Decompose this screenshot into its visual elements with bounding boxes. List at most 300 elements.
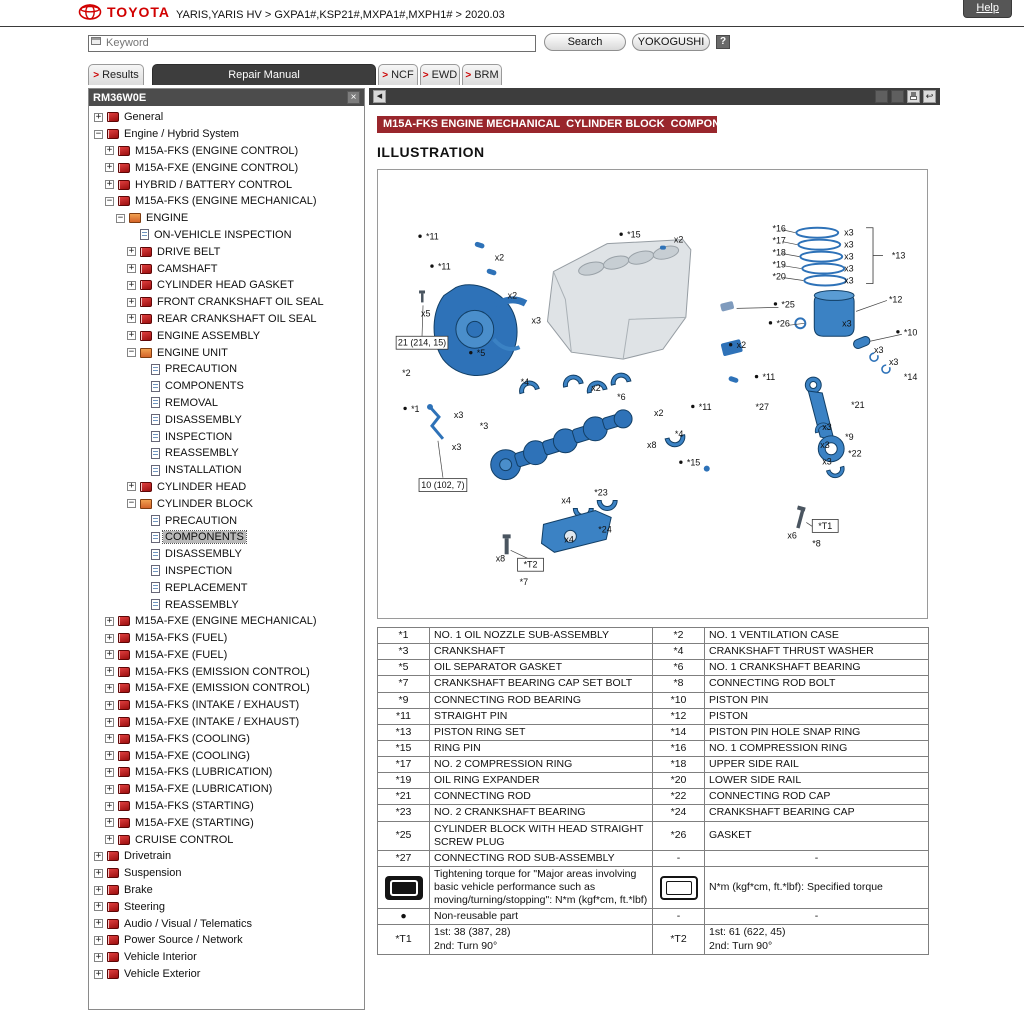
expand-icon[interactable]: + (128, 263, 135, 274)
diagram-callout: x3 (844, 239, 854, 250)
book-icon (118, 784, 130, 794)
tree-item[interactable] (89, 176, 364, 193)
part-name: - (705, 850, 929, 866)
diagram-callout: *18 (772, 247, 786, 258)
question-icon[interactable]: ? (716, 35, 730, 49)
tree-item[interactable] (89, 865, 364, 882)
section-heading: ILLUSTRATION (377, 144, 485, 160)
book-icon (107, 851, 119, 861)
tree-item[interactable] (89, 747, 364, 764)
doc-icon (151, 582, 160, 593)
part-number: *8 (653, 676, 705, 692)
bearing-cap (503, 510, 612, 554)
tree-item[interactable] (89, 277, 364, 294)
book-icon (107, 112, 119, 122)
doc-icon (151, 397, 160, 408)
tree-item-label[interactable]: DRIVE BELT (157, 245, 221, 258)
diagram-callout: x3 (822, 421, 832, 432)
tree-item[interactable] (89, 260, 364, 277)
book-icon (140, 280, 152, 290)
book-icon (140, 331, 152, 341)
torque-values-row (378, 925, 929, 954)
diagram-callout: *11 (698, 401, 712, 412)
diagram-callout: *11 (437, 261, 451, 272)
tree-item-label[interactable]: Brake (124, 884, 153, 897)
diagram-callout: *3 (479, 420, 489, 431)
tree-item-label[interactable]: CAMSHAFT (157, 262, 218, 275)
tree-item[interactable] (89, 512, 364, 529)
parts-table-row (378, 628, 929, 644)
book-icon (118, 818, 130, 828)
diagram-callout: x3 (453, 409, 464, 420)
tree-item-label[interactable]: CYLINDER HEAD (157, 480, 247, 493)
tree-item[interactable] (89, 479, 364, 496)
ring-pin (704, 466, 710, 472)
diagram-callout: *5 (476, 348, 486, 359)
doc-icon (151, 381, 160, 392)
tree-item[interactable] (89, 680, 364, 697)
nonreusable-bullet: ● (378, 909, 430, 925)
nonreusable-dot (729, 343, 732, 346)
part-name: NO. 1 VENTILATION CASE (705, 628, 929, 644)
torque-white-icon (660, 876, 698, 900)
diagram-callout: *27 (755, 401, 769, 412)
book-icon (118, 146, 130, 156)
tab-ncf[interactable] (378, 64, 418, 85)
expand-icon[interactable]: + (128, 313, 135, 324)
diagram-callout: *7 (519, 577, 529, 588)
straight-pin (728, 376, 739, 384)
tree-item[interactable] (89, 411, 364, 428)
tree-item-label[interactable]: Audio / Visual / Telematics (124, 917, 252, 930)
tree-item-label[interactable]: PRECAUTION (165, 363, 238, 376)
print-icon[interactable] (907, 90, 920, 103)
tree-item[interactable] (89, 932, 364, 949)
search-button[interactable]: Search (544, 33, 626, 51)
tree-item-label[interactable]: Engine / Hybrid System (124, 128, 239, 141)
tree-item-label[interactable]: REAR CRANKSHAFT OIL SEAL (157, 312, 317, 325)
diagram-callout: *11 (762, 372, 776, 383)
tree-item-label[interactable]: M15A-FKS (ENGINE MECHANICAL) (135, 195, 317, 208)
part-name: CONNECTING ROD (430, 789, 653, 805)
part-name: CRANKSHAFT THRUST WASHER (705, 644, 929, 660)
book-icon (118, 196, 130, 206)
part-name: STRAIGHT PIN (430, 708, 653, 724)
book-icon (118, 700, 130, 710)
tree-item-label[interactable]: HYBRID / BATTERY CONTROL (135, 178, 293, 191)
engine-exploded-diagram (378, 170, 927, 618)
sidebar-header (89, 89, 364, 106)
book-icon (140, 297, 152, 307)
doc-icon (151, 532, 160, 543)
tree-item-label[interactable]: M15A-FKS (EMISSION CONTROL) (135, 665, 310, 678)
tree-item[interactable] (89, 781, 364, 798)
tree-item[interactable] (89, 697, 364, 714)
diagram-callout: *19 (772, 259, 786, 270)
dash-cell: - (705, 909, 929, 925)
book-icon (118, 683, 130, 693)
diagram-callout: x4 (564, 534, 574, 545)
tree-item[interactable] (89, 848, 364, 865)
tree-item[interactable] (89, 109, 364, 126)
diagram-callout: *23 (594, 487, 608, 498)
part-name: CONNECTING ROD BOLT (705, 676, 929, 692)
tree-item[interactable] (89, 898, 364, 915)
tree-item[interactable] (89, 462, 364, 479)
keyword-input[interactable] (88, 35, 536, 52)
book-icon (107, 885, 119, 895)
expand-icon[interactable]: + (106, 162, 113, 173)
tree-item-label[interactable]: ENGINE (146, 212, 189, 225)
book-icon (107, 868, 119, 878)
doc-icon (140, 229, 149, 240)
diagram-callout: *21 (851, 399, 865, 410)
tree-item-label[interactable]: M15A-FXE (STARTING) (135, 816, 254, 829)
tree-item-label[interactable]: M15A-FXE (INTAKE / EXHAUST) (135, 716, 300, 729)
tree-item[interactable] (89, 327, 364, 344)
tree-item[interactable] (89, 814, 364, 831)
book-icon (107, 952, 119, 962)
tree-item-label[interactable]: M15A-FKS (ENGINE CONTROL) (135, 144, 299, 157)
document-area (369, 105, 940, 955)
expand-icon[interactable]: + (106, 615, 113, 626)
tree-item[interactable] (89, 159, 364, 176)
parts-table-row (378, 757, 929, 773)
next-page-icon[interactable] (891, 90, 904, 103)
book-icon (107, 969, 119, 979)
expand-icon[interactable]: + (128, 481, 135, 492)
tree-item[interactable] (89, 764, 364, 781)
tree-item[interactable] (89, 495, 364, 512)
tree-item-label[interactable]: Steering (124, 900, 165, 913)
part-number: *15 (378, 740, 430, 756)
diagram-callout: x3 (844, 263, 854, 274)
part-number: *24 (653, 805, 705, 821)
tab-label: Repair Manual (228, 69, 300, 81)
folder-icon (140, 499, 152, 509)
doc-icon (151, 431, 160, 442)
expand-icon[interactable]: + (95, 918, 102, 929)
book-icon (118, 717, 130, 727)
tree-item[interactable] (89, 949, 364, 966)
book-icon (118, 835, 130, 845)
tree-item-label[interactable]: INSTALLATION (165, 464, 242, 477)
doc-icon (151, 448, 160, 459)
doc-icon (151, 549, 160, 560)
expand-icon[interactable]: + (95, 968, 102, 979)
diagram-callout: x2 (653, 407, 664, 418)
tree-item[interactable] (89, 311, 364, 328)
tab-results[interactable] (88, 64, 144, 85)
tree-item[interactable] (89, 126, 364, 143)
piston-pin (852, 335, 871, 350)
expand-icon[interactable]: + (106, 666, 113, 677)
expand-icon[interactable]: + (95, 901, 102, 912)
tree-item-label[interactable]: M15A-FXE (ENGINE MECHANICAL) (135, 615, 317, 628)
tree-item-label[interactable]: Drivetrain (124, 850, 172, 863)
part-number: *11 (378, 708, 430, 724)
manual-sidebar (88, 88, 365, 1010)
torque-spec-text: 10 (102, 7) (421, 480, 465, 491)
expand-icon[interactable]: + (106, 145, 113, 156)
tree-item-label[interactable]: CYLINDER BLOCK (157, 497, 253, 510)
prev-page-icon[interactable] (875, 90, 888, 103)
tree-item-label[interactable]: REMOVAL (165, 396, 218, 409)
tab-brm[interactable] (462, 64, 502, 85)
tree-item-label[interactable]: ENGINE UNIT (157, 346, 228, 359)
screw-plug (720, 301, 734, 312)
part-name: CRANKSHAFT BEARING CAP SET BOLT (430, 676, 653, 692)
expand-icon[interactable]: + (106, 817, 113, 828)
parts-table-row (378, 740, 929, 756)
part-name: LOWER SIDE RAIL (705, 773, 929, 789)
tree-item[interactable] (89, 613, 364, 630)
tree-item[interactable] (89, 378, 364, 395)
tree-item[interactable] (89, 915, 364, 932)
parts-table-row (378, 789, 929, 805)
tree-item-label[interactable]: M15A-FKS (COOLING) (135, 732, 250, 745)
diagram-callout: x8 (495, 553, 506, 564)
parts-table-row (378, 850, 929, 866)
tree-item-label[interactable]: ENGINE ASSEMBLY (157, 329, 261, 342)
tree-item-label[interactable]: M15A-FKS (LUBRICATION) (135, 766, 273, 779)
book-icon (118, 734, 130, 744)
nonreusable-dot (469, 351, 472, 354)
tree-item-label[interactable]: ON-VEHICLE INSPECTION (154, 228, 292, 241)
diagram-callout: *24 (598, 524, 612, 535)
content-pane (369, 88, 940, 988)
tree-item[interactable] (89, 563, 364, 580)
tree-item-label[interactable]: FRONT CRANKSHAFT OIL SEAL (157, 296, 324, 309)
straight-pin (474, 241, 485, 249)
back-button[interactable]: ◀ (373, 90, 386, 103)
diagram-callout: x3 (842, 318, 852, 329)
expand-icon[interactable]: + (106, 750, 113, 761)
tree-item-label[interactable]: CRUISE CONTROL (135, 833, 234, 846)
collapse-icon[interactable]: − (117, 212, 124, 223)
tree-item[interactable] (89, 798, 364, 815)
book-icon (107, 902, 119, 912)
tree-item[interactable] (89, 143, 364, 160)
expand-icon[interactable]: + (106, 834, 113, 845)
collapse-icon[interactable]: − (106, 195, 113, 206)
expand-icon[interactable]: + (106, 800, 113, 811)
diagram-callout: x3 (844, 275, 854, 286)
tree-item-label[interactable]: INSPECTION (165, 564, 233, 577)
tree-item[interactable] (89, 630, 364, 647)
tree-item[interactable] (89, 243, 364, 260)
tree-item[interactable] (89, 344, 364, 361)
diagram-callout: *2 (402, 368, 411, 379)
collapse-icon[interactable]: − (95, 128, 102, 139)
part-name: CONNECTING ROD BEARING (430, 692, 653, 708)
expand-icon[interactable]: + (95, 867, 102, 878)
tree-item[interactable] (89, 647, 364, 664)
tab-ewd[interactable] (420, 64, 460, 85)
expand-icon[interactable]: + (106, 716, 113, 727)
book-icon (118, 801, 130, 811)
part-name: OIL SEPARATOR GASKET (430, 660, 653, 676)
search-bar (88, 33, 730, 52)
toyota-emblem-icon (78, 4, 102, 20)
dash-cell: - (653, 909, 705, 925)
tree-item[interactable] (89, 210, 364, 227)
tree-item-label[interactable]: M15A-FXE (COOLING) (135, 749, 250, 762)
tree-item[interactable] (89, 882, 364, 899)
doc-icon (151, 414, 160, 425)
parts-table-row (378, 821, 929, 850)
diagram-callout: x2 (507, 290, 518, 301)
ring-set-bracket (866, 228, 883, 284)
tab-bar (88, 63, 504, 85)
tree-item-label[interactable]: REASSEMBLY (165, 598, 239, 611)
ring-pin (660, 246, 666, 250)
nonreusable-row (378, 909, 929, 925)
tree-item-label[interactable]: DISASSEMBLY (165, 413, 242, 426)
help-button[interactable]: Help (963, 0, 1012, 18)
tree-item-label[interactable]: Suspension (124, 867, 182, 880)
tree-item[interactable] (89, 714, 364, 731)
tree-item[interactable] (89, 831, 364, 848)
tree-item[interactable] (89, 193, 364, 210)
expand-icon[interactable]: + (106, 766, 113, 777)
tree-item[interactable] (89, 361, 364, 378)
collapse-icon[interactable]: − (128, 498, 135, 509)
tree-item-label[interactable]: INSPECTION (165, 430, 233, 443)
diagram-callout: *17 (772, 235, 786, 246)
parts-table-row (378, 724, 929, 740)
expand-icon[interactable]: + (106, 699, 113, 710)
part-number: - (653, 850, 705, 866)
tree-item-label[interactable]: Vehicle Interior (124, 951, 197, 964)
diagram-callout: x3 (451, 441, 462, 452)
part-name: NO. 1 CRANKSHAFT BEARING (705, 660, 929, 676)
part-name: UPPER SIDE RAIL (705, 757, 929, 773)
tree-item[interactable] (89, 294, 364, 311)
torque-black-icon (385, 876, 423, 900)
part-number: *21 (378, 789, 430, 805)
expand-icon[interactable]: + (106, 733, 113, 744)
t1-label: *T1 (378, 925, 430, 954)
doc-icon (151, 465, 160, 476)
part-number: *27 (378, 850, 430, 866)
tree-item-label[interactable]: M15A-FXE (FUEL) (135, 648, 228, 661)
tree-item-label[interactable]: M15A-FXE (LUBRICATION) (135, 783, 273, 796)
tree-item[interactable] (89, 445, 364, 462)
tree-item[interactable] (89, 395, 364, 412)
nonreusable-dot (774, 302, 777, 305)
t1-values: 1st: 38 (387, 28) 2nd: Turn 90° (430, 925, 653, 954)
tree-item[interactable] (89, 529, 364, 546)
part-name: RING PIN (430, 740, 653, 756)
book-icon (118, 667, 130, 677)
expand-icon[interactable]: + (106, 783, 113, 794)
close-icon[interactable]: × (347, 91, 360, 104)
diagram-callout: *1 (411, 403, 420, 414)
nonreusable-dot (691, 405, 694, 408)
collapse-icon[interactable]: − (128, 347, 135, 358)
expand-icon[interactable]: + (95, 934, 102, 945)
tree-item-label[interactable]: REPLACEMENT (165, 581, 248, 594)
tree-item-label[interactable]: M15A-FXE (EMISSION CONTROL) (135, 682, 310, 695)
return-icon[interactable]: ↩ (923, 90, 936, 103)
part-name: CYLINDER BLOCK WITH HEAD STRAIGHT SCREW PLUG (430, 821, 653, 850)
yokogushi-button[interactable]: YOKOGUSHI (632, 33, 710, 51)
tree-item-label[interactable]: M15A-FKS (FUEL) (135, 632, 228, 645)
part-name: NO. 2 COMPRESSION RING (430, 757, 653, 773)
t2-values: 1st: 61 (622, 45) 2nd: Turn 90° (705, 925, 929, 954)
book-icon (118, 163, 130, 173)
tree-item-label[interactable]: Vehicle Exterior (124, 968, 201, 981)
doc-icon (151, 599, 160, 610)
tree-item[interactable] (89, 966, 364, 983)
tree-item-label[interactable]: Power Source / Network (124, 934, 243, 947)
tree-item-label[interactable]: CYLINDER HEAD GASKET (157, 279, 294, 292)
straight-pin (486, 268, 497, 276)
book-icon (140, 247, 152, 257)
book-icon (118, 616, 130, 626)
expand-icon[interactable]: + (106, 179, 113, 190)
nonreusable-dot (418, 235, 421, 238)
expand-icon[interactable]: + (106, 632, 113, 643)
tree-item-label[interactable]: DISASSEMBLY (165, 548, 242, 561)
part-number: *5 (378, 660, 430, 676)
parts-table (377, 627, 929, 955)
expand-icon[interactable]: + (95, 951, 102, 962)
tree-item[interactable] (89, 663, 364, 680)
tab-label: Results (102, 69, 139, 81)
tree-item-label[interactable]: M15A-FKS (INTAKE / EXHAUST) (135, 699, 300, 712)
expand-icon[interactable]: + (95, 850, 102, 861)
tree-item-label[interactable]: M15A-FKS (STARTING) (135, 800, 254, 813)
tree-item[interactable] (89, 227, 364, 244)
tab-repair-manual[interactable] (152, 64, 376, 85)
rod-bolt (796, 506, 805, 529)
tree-item[interactable] (89, 428, 364, 445)
engine-block (547, 240, 690, 359)
expand-icon[interactable]: + (128, 330, 135, 341)
part-number: *23 (378, 805, 430, 821)
tree-item-label[interactable]: COMPONENTS (165, 380, 244, 393)
tree-item[interactable] (89, 546, 364, 563)
expand-icon[interactable]: + (95, 111, 102, 122)
diagram-callout: x6 (787, 530, 797, 541)
expand-icon[interactable]: + (128, 279, 135, 290)
app-header (0, 0, 1024, 27)
tree-item[interactable] (89, 579, 364, 596)
part-number: *18 (653, 757, 705, 773)
tree-item-label[interactable]: General (124, 111, 164, 124)
folder-icon (140, 348, 152, 358)
expand-icon[interactable]: + (106, 649, 113, 660)
diagram-callout: *10 (903, 327, 918, 338)
tree-item-label[interactable]: REASSEMBLY (165, 447, 239, 460)
expand-icon[interactable]: + (95, 884, 102, 895)
expand-icon[interactable]: + (128, 296, 135, 307)
diagram-callout: x2 (736, 340, 747, 351)
tree-item[interactable] (89, 596, 364, 613)
expand-icon[interactable]: + (128, 246, 135, 257)
tree-item-label[interactable]: M15A-FXE (ENGINE CONTROL) (135, 161, 299, 174)
tree-item[interactable] (89, 730, 364, 747)
tree-item-label[interactable]: COMPONENTS (165, 531, 244, 544)
book-icon (140, 264, 152, 274)
expand-icon[interactable]: + (106, 682, 113, 693)
part-number: *19 (378, 773, 430, 789)
part-name: NO. 2 CRANKSHAFT BEARING (430, 805, 653, 821)
tree-item-label[interactable]: PRECAUTION (165, 514, 238, 527)
part-name: PISTON RING SET (430, 724, 653, 740)
